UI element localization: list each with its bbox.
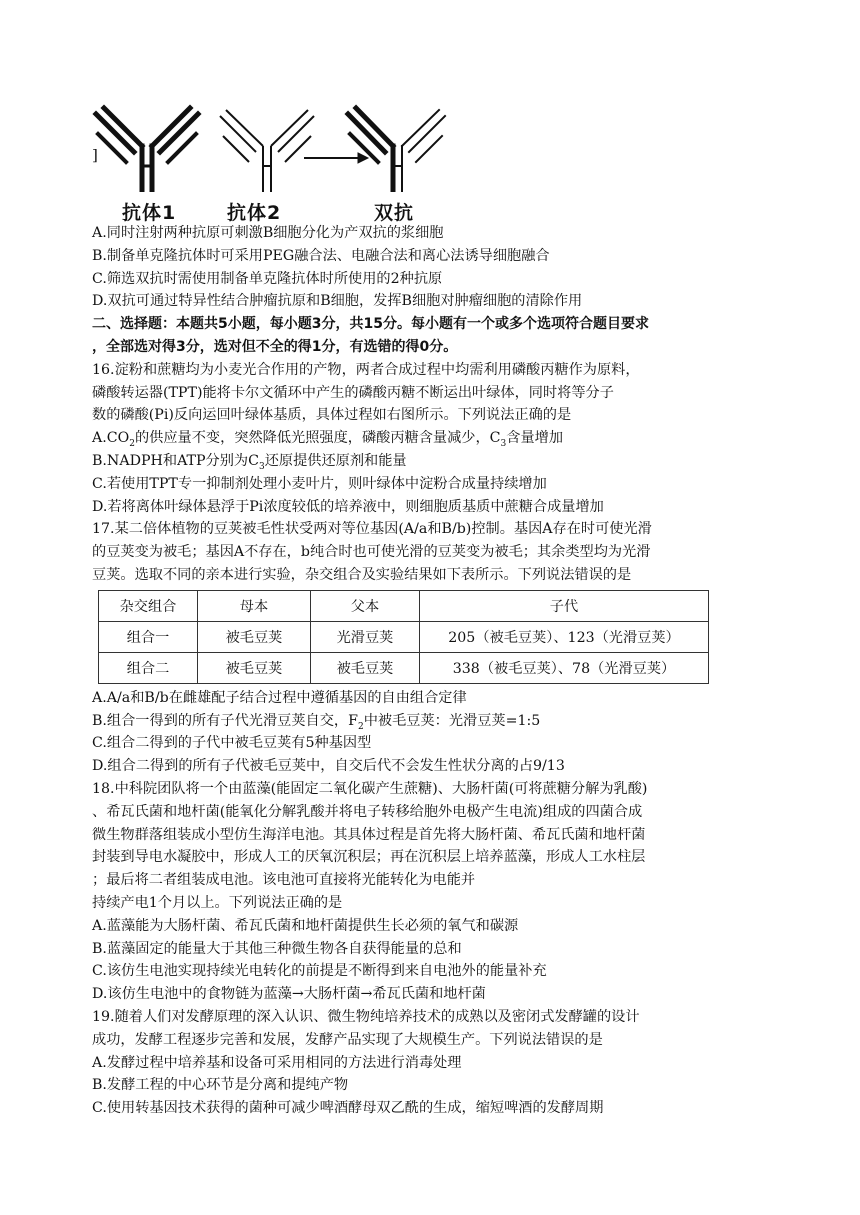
- q19-stem-line: 成功，发酵工程逐步完善和发展，发酵产品实现了大规模生产。下列说法错误的是: [92, 1031, 603, 1048]
- q18-stem-line: 、希瓦氏菌和地杆菌(能氧化分解乳酸并将电子转移给胞外电极产生电流)组成的四菌合成: [92, 803, 643, 820]
- label-antibody-1: 抗体1: [122, 202, 177, 224]
- figure-bracket: ]: [92, 146, 98, 164]
- q19-option-b: B.发酵工程的中心环节是分离和提纯产物: [92, 1077, 349, 1094]
- q16-stem-line: 磷酸转运器(TPT)能将卡尔文循环中产生的磷酸丙糖不断运出叶绿体，同时将等分子: [92, 384, 614, 401]
- cross-table: [98, 590, 709, 684]
- table-row: [99, 621, 709, 652]
- q16-stem-line: 16.淀粉和蔗糖均为小麦光合作用的产物，两者合成过程中均需利用磷酸丙糖作为原料，: [92, 361, 640, 378]
- table-cell: 被毛豆荚: [198, 652, 311, 683]
- q18-option-b: B.蓝藻固定的能量大于其他三种微生物各自获得能量的总和: [92, 940, 462, 957]
- table-cell: 光滑豆荚: [311, 621, 420, 652]
- label-bispecific: 双抗: [374, 202, 415, 224]
- table-header-cell: 父本: [311, 590, 420, 621]
- q16-option-d: D.若将离体叶绿体悬浮于Pi浓度较低的培养液中，则细胞质基质中蔗糖合成量增加: [92, 498, 604, 515]
- q16-option-a: $A.CO_2$的供应量不变，突然降低光照强度，磷酸丙糖含量减少，$C_3$含量增加: [92, 430, 564, 449]
- q17-option-b: B.组合一得到的所有子代光滑豆荚自交，$F_2$中被毛豆荚：光滑豆荚=1:5: [92, 712, 541, 732]
- q16-option-c: C.若使用TPT专一抑制剂处理小麦叶片，则叶绿体中淀粉合成量持续增加: [92, 475, 547, 492]
- table-header-cell: 母本: [198, 590, 311, 621]
- q16-option-b: B.NADPH和ATP分别为$C_3$还原提供还原剂和能量: [92, 452, 407, 472]
- q17-option-c: C.组合二得到的子代中被毛豆荚有5种基因型: [92, 735, 372, 752]
- table-cell: 被毛豆荚: [311, 652, 420, 683]
- table-cell: 组合二: [99, 652, 198, 683]
- q16-stem-line: 数的磷酸(Pi)反向运回叶绿体基质，具体过程如右图所示。下列说法正确的是: [92, 407, 572, 424]
- arrow-icon: [304, 153, 368, 163]
- antibody-figure: [86, 92, 726, 222]
- q17-stem-line: 豆荚。选取不同的亲本进行实验，杂交组合及实验结果如下表所示。下列说法错误的是: [92, 566, 632, 583]
- table-cell: 205（被毛豆荚）、123（光滑豆荚）: [420, 621, 709, 652]
- section2-heading-line1: 二、选择题：本题共5小题，每小题3分，共15分。每小题有一个或多个选项符合题目要求: [92, 316, 649, 333]
- q19-option-c: C.使用转基因技术获得的菌种可减少啤酒酵母双乙酰的生成，缩短啤酒的发酵周期: [92, 1100, 604, 1117]
- q18-stem-line: 封装到导电水凝胶中，形成人工的厌氧沉积层；再在沉积层上培养蓝藻，形成人工水柱层: [92, 849, 646, 866]
- q15-option-c: C.筛选双抗时需使用制备单克隆抗体时所使用的2种抗原: [92, 270, 443, 287]
- q15-option-d: D.双抗可通过特异性结合肿瘤抗原和B细胞，发挥B细胞对肿瘤细胞的清除作用: [92, 293, 583, 310]
- table-cell: 338（被毛豆荚）、78（光滑豆荚）: [420, 652, 709, 683]
- q17-stem-line: 17.某二倍体植物的豆荚被毛性状受两对等位基因(A/a和B/b)控制。基因A存在时可使光滑: [92, 521, 652, 538]
- q17-option-d: D.组合二得到的所有子代被毛豆荚中，自交后代不会发生性状分离的占9/13: [92, 758, 565, 775]
- table-header-row: [99, 590, 709, 621]
- bispecific-antibody-shape: [348, 108, 445, 192]
- table-header-cell: 杂交组合: [99, 590, 198, 621]
- q18-option-d: D.该仿生电池中的食物链为蓝藻→大肠杆菌→希瓦氏菌和地杆菌: [92, 986, 486, 1003]
- q17-stem-line: 的豆荚变为被毛；基因A不存在，b纯合时也可使光滑的豆荚变为被毛；其余类型均为光滑: [92, 544, 651, 561]
- antibody-1-shape: [96, 108, 198, 192]
- document-body: [92, 222, 832, 1120]
- q18-stem-line: ；最后将二者组装成电池。该电池可直接将光能转化为电能并: [92, 872, 476, 889]
- q19-stem-line: 19.随着人们对发酵原理的深入认识、微生物纯培养技术的成熟以及密闭式发酵罐的设计: [92, 1008, 640, 1025]
- q18-option-c: C.该仿生电池实现持续光电转化的前提是不断得到来自电池外的能量补充: [92, 963, 547, 980]
- q15-option-b: B.制备单克隆抗体时可采用PEG融合法、电融合法和离心法诱导细胞融合: [92, 247, 550, 264]
- table-row: [99, 652, 709, 683]
- antibody-2-shape: [220, 110, 314, 192]
- q18-option-a: A.蓝藻能为大肠杆菌、希瓦氏菌和地杆菌提供生长必须的氧气和碳源: [92, 917, 519, 934]
- antibody-diagram: [86, 92, 726, 192]
- section2-heading-line2: ，全部选对得3分，选对但不全的得1分，有选错的得0分。: [92, 338, 458, 355]
- q18-stem-line: 微生物群落组装成小型仿生海洋电池。其具体过程是首先将大肠杆菌、希瓦氏菌和地杆菌: [92, 826, 646, 843]
- q18-stem-line: 18.中科院团队将一个由蓝藻(能固定二氧化碳产生蔗糖)、大肠杆菌(可将蔗糖分解为乳酸): [92, 780, 648, 797]
- q17-option-a: A.A/a和B/b在雌雄配子结合过程中遵循基因的自由组合定律: [92, 689, 467, 706]
- table-cell: 组合一: [99, 621, 198, 652]
- q15-option-a: A.同时注射两种抗原可刺激B细胞分化为产双抗的浆细胞: [92, 225, 444, 241]
- table-header-cell: 子代: [420, 590, 709, 621]
- q19-option-a: A.发酵过程中培养基和设备可采用相同的方法进行消毒处理: [92, 1054, 462, 1071]
- label-antibody-2: 抗体2: [227, 202, 282, 224]
- table-cell: 被毛豆荚: [198, 621, 311, 652]
- q18-stem-line: 持续产电1个月以上。下列说法正确的是: [92, 894, 343, 911]
